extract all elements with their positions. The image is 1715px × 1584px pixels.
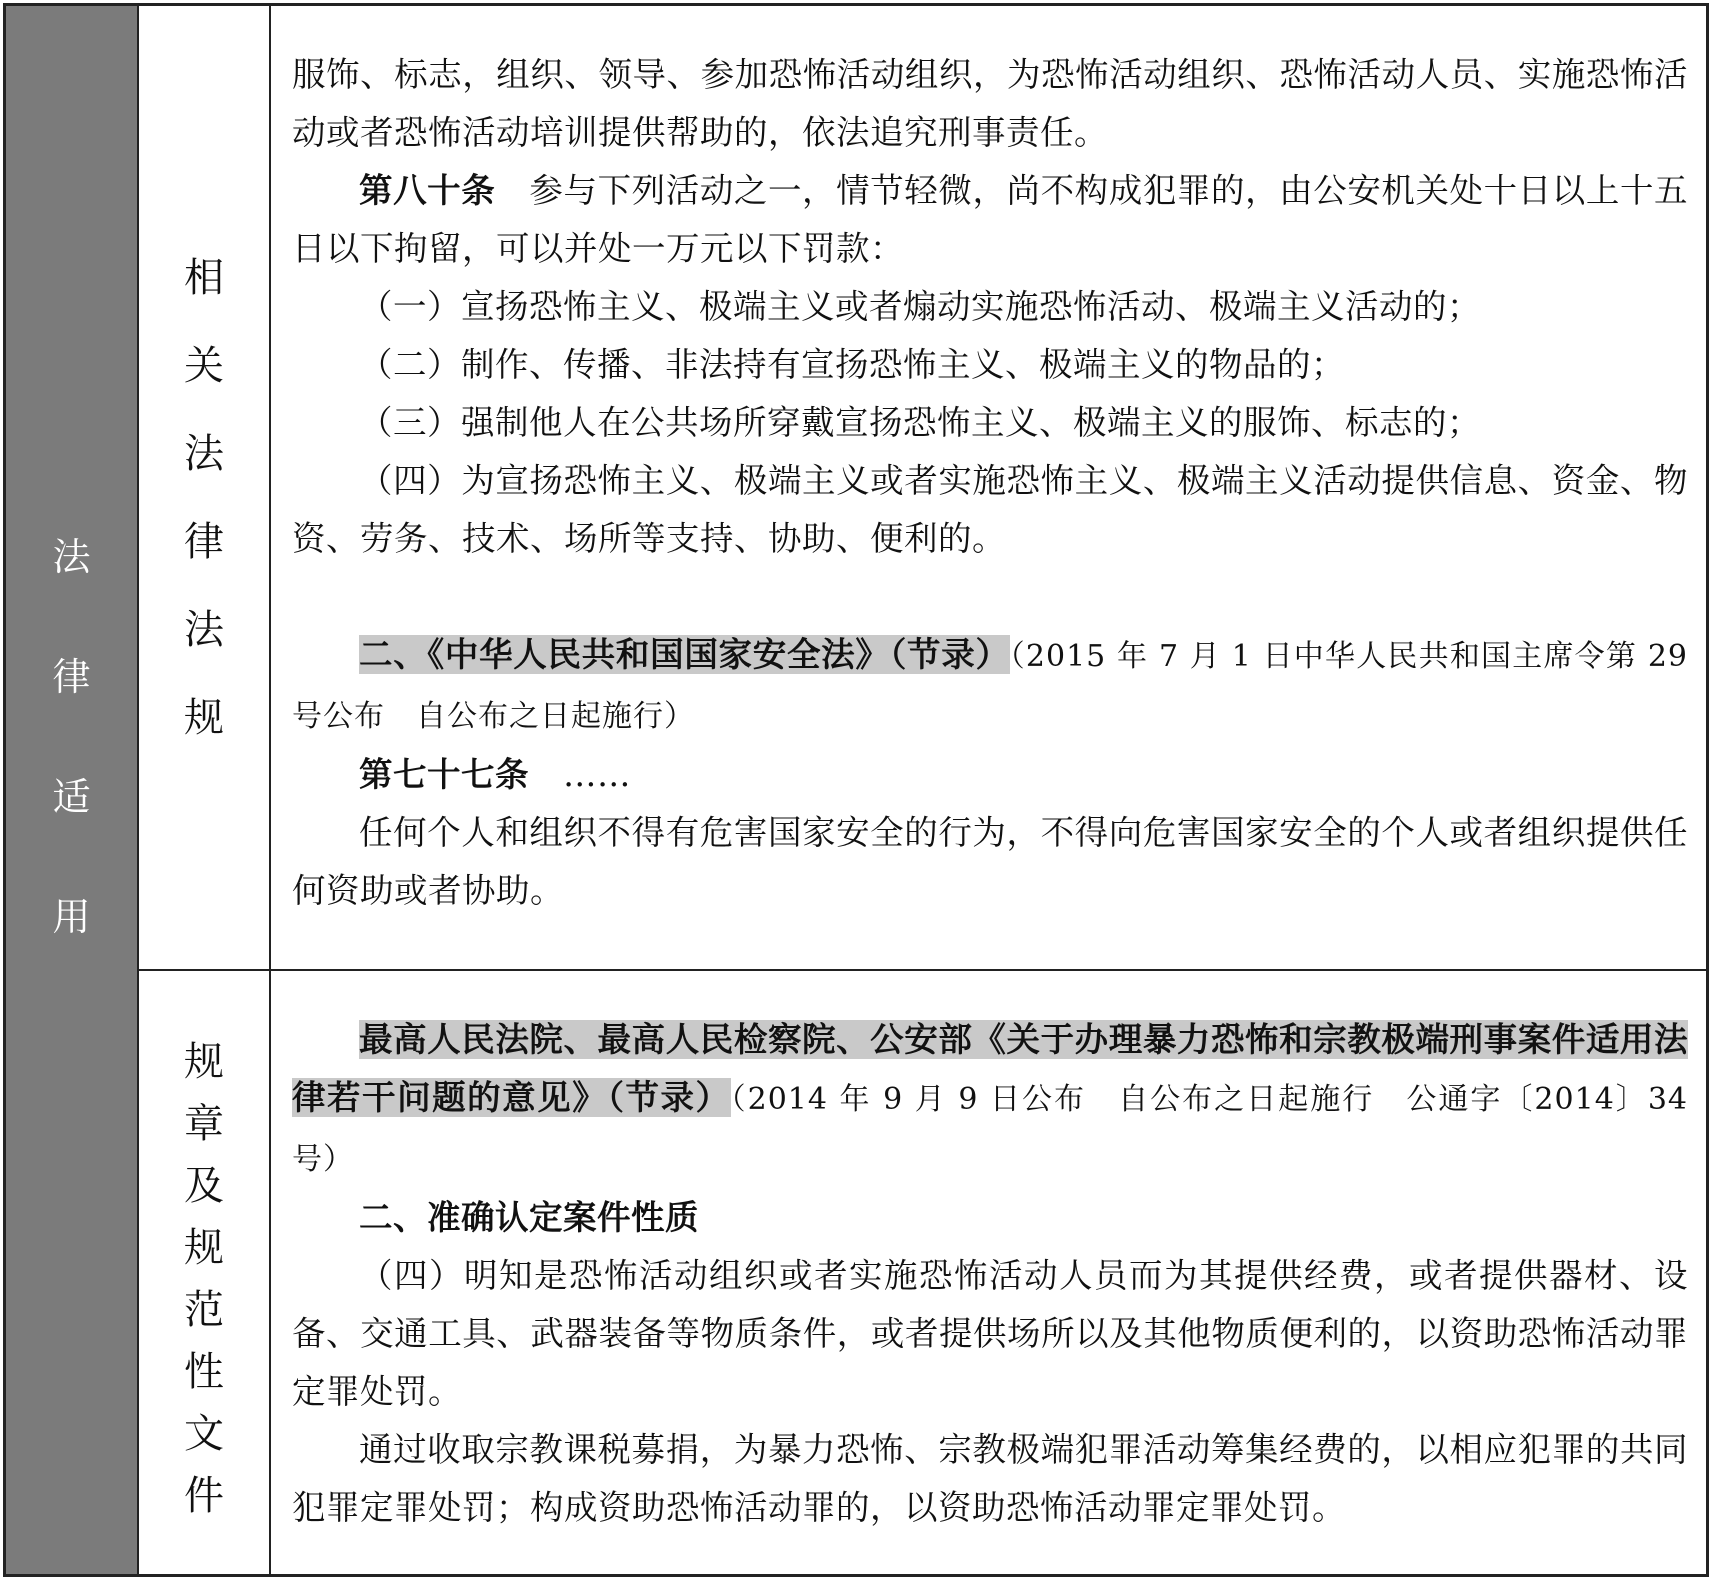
regs-paragraph-1: （四）明知是恐怖活动组织或者实施恐怖活动人员而为其提供经费，或者提供器材、设备、交通工具、武器装备等物质条件，或者提供场所以及其他物质便利的，以资助恐怖活动罪定罪处罚。 <box>292 1256 1688 1411</box>
article-77-ellipsis: …… <box>563 755 631 794</box>
laws-label-cell <box>139 6 271 970</box>
side-label: 法 律 适 用 <box>52 535 91 939</box>
national-security-law-title: 二、《中华人民共和国国家安全法》（节录） <box>359 635 1010 674</box>
article-77 <box>292 746 1688 804</box>
regs-label-cell <box>139 970 271 1574</box>
laws-paragraph-1: 服饰、标志，组织、领导、参加恐怖活动组织，为恐怖活动组织、恐怖活动人员、实施恐怖活动或者恐怖活动培训提供帮助的，依法追究刑事责任。 <box>292 55 1688 152</box>
row-divider <box>139 969 1706 971</box>
laws-content <box>292 46 1688 920</box>
article-80-title: 第八十条 <box>359 171 496 210</box>
article-80-item-1: （一）宣扬恐怖主义、极端主义或者煽动实施恐怖活动、极端主义活动的； <box>359 287 1481 326</box>
article-80-item-3: （三）强制他人在公共场所穿戴宣扬恐怖主义、极端主义的服饰、标志的； <box>359 403 1481 442</box>
article-80-item-2: （二）制作、传播、非法持有宣扬恐怖主义、极端主义的物品的； <box>359 345 1345 384</box>
article-77-title: 第七十七条 <box>359 755 529 794</box>
opinion-title: 最高人民法院、最高人民检察院、公安部《关于办理暴力恐怖和宗教极端刑事案件适用法律若干问题的意见》（节录） <box>292 1020 1688 1117</box>
national-security-law-heading <box>292 626 1688 746</box>
section-heading: 二、准确认定案件性质 <box>359 1198 699 1237</box>
national-security-law-source: （2015 年 7 月 1 日中华人民共和国主席令第 29 号公布 自公布之日起施行） <box>292 639 1688 734</box>
side-column <box>6 6 139 1574</box>
article-80 <box>292 162 1688 278</box>
opinion-heading <box>292 1011 1688 1189</box>
regs-label: 规 章 及 规 范 性 文 件 <box>184 1039 224 1519</box>
regs-content <box>292 1011 1688 1537</box>
article-80-item-4: （四）为宣扬恐怖主义、极端主义或者实施恐怖主义、极端主义活动提供信息、资金、物资、劳务、技术、场所等支持、协助、便利的。 <box>292 461 1688 558</box>
article-80-text: 参与下列活动之一，情节轻微，尚不构成犯罪的，由公安机关处十日以上十五日以下拘留，可以并处一万元以下罚款： <box>292 171 1689 268</box>
regs-paragraph-2: 通过收取宗教课税募捐，为暴力恐怖、宗教极端犯罪活动筹集经费的，以相应犯罪的共同犯罪定罪处罚；构成资助恐怖活动罪的，以资助恐怖活动罪定罪处罚。 <box>292 1430 1688 1527</box>
spacer <box>292 568 1688 626</box>
opinion-source: （2014 年 9 月 9 日公布 自公布之日起施行 公通字〔2014〕34 号） <box>292 1082 1689 1177</box>
article-77-text: 任何个人和组织不得有危害国家安全的行为，不得向危害国家安全的个人或者组织提供任何资助或者协助。 <box>292 813 1688 910</box>
law-table <box>3 3 1709 1577</box>
laws-label: 相 关 法 律 法 规 <box>184 255 224 741</box>
